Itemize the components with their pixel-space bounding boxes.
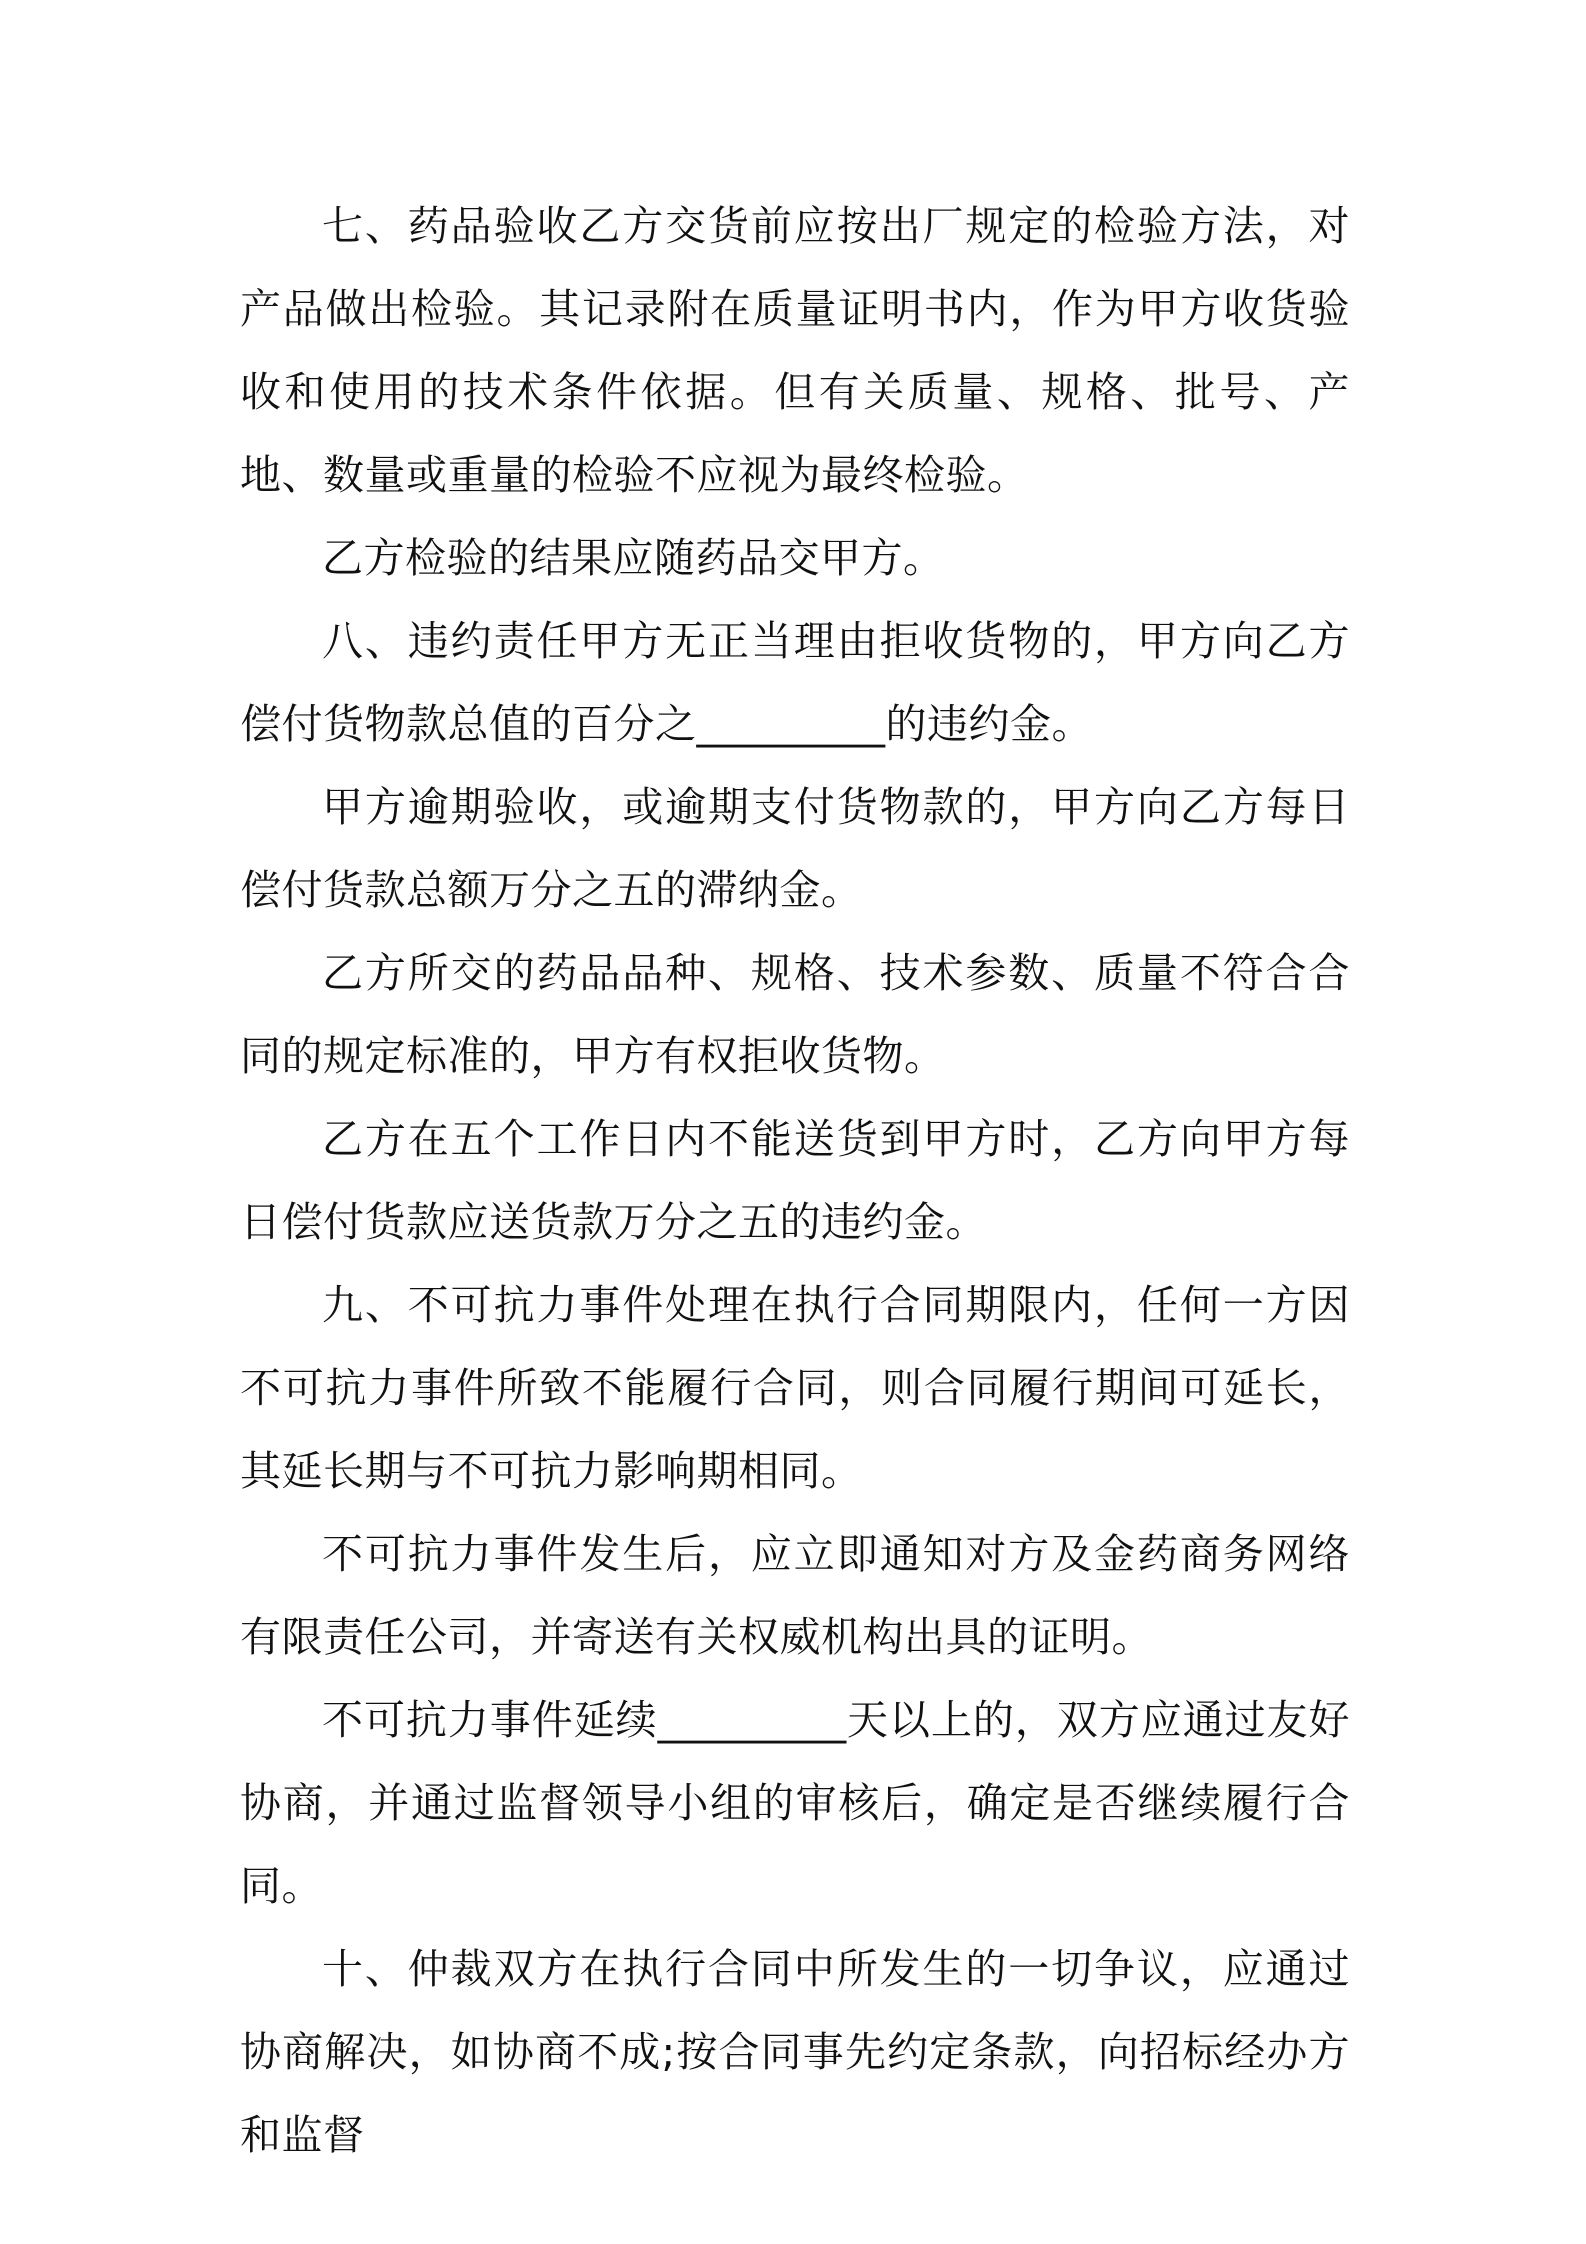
paragraph-late-delivery: 乙方在五个工作日内不能送货到甲方时，乙方向甲方每日偿付货款应送货款万分之五的违约金。 (240, 1115, 1350, 1246)
paragraph-article-10-arbitration: 十、仲裁双方在执行合同中所发生的一切争议，应通过协商解决，如协商不成;按合同事先约定条款，向招标经办方和监督 (240, 1945, 1350, 2159)
paragraph-article-7-inspection: 七、药品验收乙方交货前应按出厂规定的检验方法，对产品做出检验。其记录附在质量证明书内，作为甲方收货验收和使用的技术条件依据。但有关质量、规格、批号、产地、数量或重量的检验不应视为最终检验。 (240, 202, 1350, 499)
contract-body (240, 185, 1350, 2177)
paragraph-article-8-liability: 八、违约责任甲方无正当理由拒收货物的，甲方向乙方偿付货物款总值的百分之_________的违约金。 (240, 617, 1350, 748)
paragraph-late-payment: 甲方逾期验收，或逾期支付货物款的，甲方向乙方每日偿付货款总额万分之五的滞纳金。 (240, 783, 1350, 914)
paragraph-inspection-result: 乙方检验的结果应随药品交甲方。 (322, 534, 945, 582)
paragraph-force-majeure-notice: 不可抗力事件发生后，应立即通知对方及金药商务网络有限责任公司，并寄送有关权威机构出具的证明。 (240, 1530, 1350, 1661)
paragraph-article-9-force-majeure: 九、不可抗力事件处理在执行合同期限内，任何一方因不可抗力事件所致不能履行合同，则合同履行期间可延长，其延长期与不可抗力影响期相同。 (240, 1281, 1350, 1495)
paragraph-nonconforming-goods: 乙方所交的药品品种、规格、技术参数、质量不符合合同的规定标准的，甲方有权拒收货物。 (240, 949, 1350, 1080)
paragraph-force-majeure-duration: 不可抗力事件延续_________天以上的，双方应通过友好协商，并通过监督领导小组的审核后，确定是否继续履行合同。 (240, 1696, 1350, 1910)
